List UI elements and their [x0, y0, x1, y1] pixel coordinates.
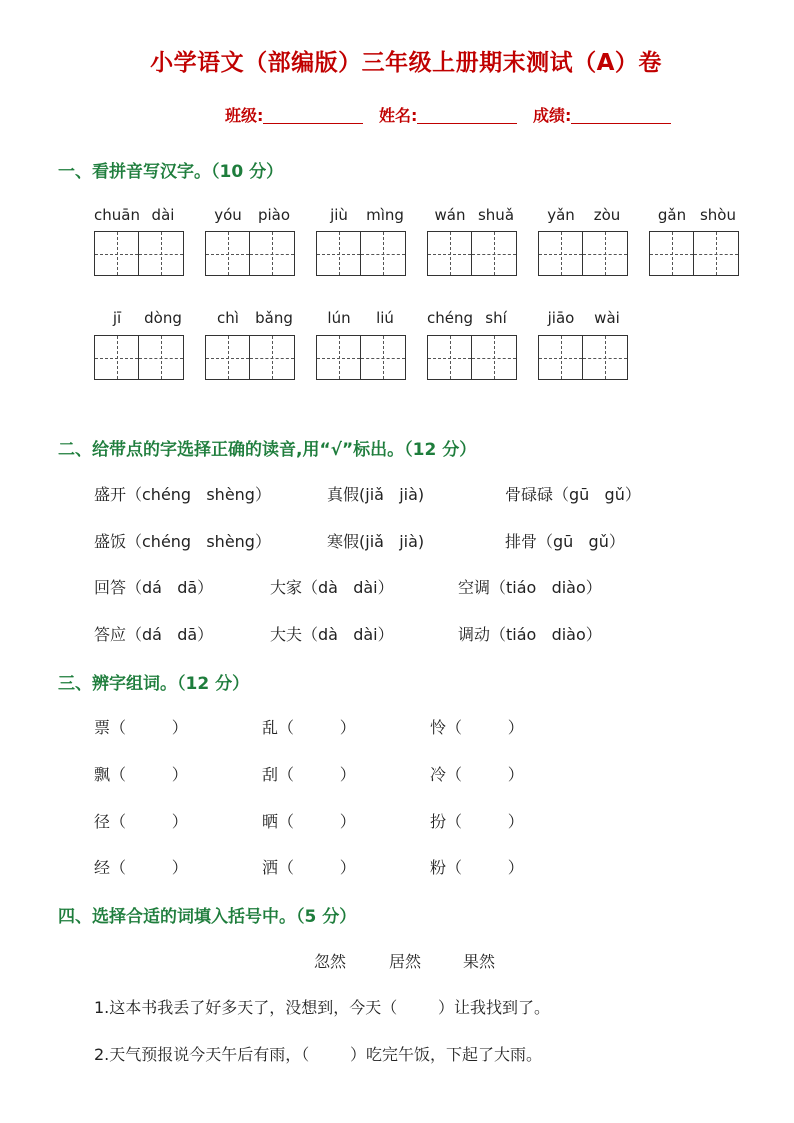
writing-boxes — [649, 231, 739, 276]
name-label: 姓名: — [378, 106, 418, 125]
writing-boxes — [94, 335, 184, 380]
pinyin-text: shí — [485, 309, 507, 327]
word-option: 忽然 — [314, 952, 347, 971]
writing-boxes — [427, 335, 517, 380]
writing-boxes — [205, 231, 295, 276]
name-field[interactable] — [379, 103, 517, 126]
pinyin-text: dòng — [144, 309, 182, 327]
writing-cell[interactable] — [694, 231, 739, 276]
writing-boxes — [316, 335, 406, 380]
pinyin-text: mìng — [366, 206, 404, 224]
class-blank[interactable] — [263, 107, 363, 124]
word-blank[interactable]: 怜（ ） — [430, 718, 524, 737]
pinyin-text: piào — [257, 206, 291, 224]
writing-cell[interactable] — [427, 231, 472, 276]
name-blank[interactable] — [417, 107, 517, 124]
word-blank[interactable]: 飘（ ） — [94, 765, 188, 784]
writing-cell[interactable] — [361, 335, 406, 380]
writing-cell[interactable] — [94, 335, 139, 380]
reading-choice[interactable]: 盛饭（chéng shèng） — [94, 532, 271, 551]
word-option: 果然 — [463, 952, 496, 971]
pinyin-text: yóu — [214, 206, 242, 224]
pinyin-text: shuǎ — [477, 206, 515, 224]
writing-cell[interactable] — [205, 335, 250, 380]
writing-cell[interactable] — [583, 335, 628, 380]
section1-heading: 一、看拼音写汉字。（10 分） — [58, 162, 284, 182]
word-blank[interactable]: 扮（ ） — [430, 812, 524, 831]
student-info — [225, 103, 681, 126]
writing-boxes — [205, 335, 295, 380]
writing-cell[interactable] — [139, 231, 184, 276]
writing-cell[interactable] — [538, 335, 583, 380]
word-option: 居然 — [389, 952, 422, 971]
writing-cell[interactable] — [316, 335, 361, 380]
score-label: 成绩: — [532, 106, 572, 125]
pinyin-text: zòu — [593, 206, 621, 224]
reading-choice[interactable]: 空调（tiáo diào） — [458, 578, 602, 597]
writing-cell[interactable] — [472, 335, 517, 380]
fill-question[interactable]: 1.这本书我丢了好多天了，没想到，今天（ ）让我找到了。 — [94, 998, 550, 1017]
writing-boxes — [538, 231, 628, 276]
reading-choice[interactable]: 大家（dà dài） — [270, 578, 394, 597]
writing-boxes — [316, 231, 406, 276]
section2-heading: 二、给带点的字选择正确的读音,用“√”标出。（12 分） — [58, 440, 477, 460]
word-blank[interactable]: 晒（ ） — [262, 812, 356, 831]
class-label: 班级: — [225, 106, 264, 125]
writing-cell[interactable] — [583, 231, 628, 276]
pinyin-text: dài — [151, 206, 175, 224]
word-blank[interactable]: 乱（ ） — [262, 718, 356, 737]
word-blank[interactable]: 粉（ ） — [430, 858, 524, 877]
word-blank[interactable]: 票（ ） — [94, 718, 188, 737]
page-title: 小学语文（部编版）三年级上册期末测试（A）卷 — [150, 50, 662, 76]
pinyin-text: chì — [217, 309, 239, 327]
writing-boxes — [94, 231, 184, 276]
fill-question[interactable]: 2.天气预报说今天午后有雨，（ ）吃完午饭，下起了大雨。 — [94, 1045, 542, 1064]
pinyin-text: chuān — [94, 206, 140, 224]
reading-choice[interactable]: 回答（dá dā） — [94, 578, 214, 597]
pinyin-text: jiāo — [547, 309, 575, 327]
section4-heading: 四、选择合适的词填入括号中。（5 分） — [58, 907, 357, 927]
writing-cell[interactable] — [361, 231, 406, 276]
writing-cell[interactable] — [139, 335, 184, 380]
writing-cell[interactable] — [205, 231, 250, 276]
pinyin-text: liú — [376, 309, 394, 327]
score-field[interactable] — [533, 103, 671, 126]
reading-choice[interactable]: 大夫（dà dài） — [270, 625, 394, 644]
pinyin-text: jiù — [330, 206, 348, 224]
writing-boxes — [538, 335, 628, 380]
reading-choice[interactable]: 骨碌碌（gū gǔ） — [505, 485, 641, 504]
word-blank[interactable]: 冷（ ） — [430, 765, 524, 784]
word-blank[interactable]: 洒（ ） — [262, 858, 356, 877]
reading-choice[interactable]: 排骨（gū gǔ） — [505, 532, 625, 551]
class-field[interactable] — [225, 103, 363, 126]
pinyin-text: gǎn — [657, 206, 687, 224]
word-blank[interactable]: 刮（ ） — [262, 765, 356, 784]
reading-choice[interactable]: 答应（dá dā） — [94, 625, 214, 644]
pinyin-text: jī — [112, 309, 122, 327]
writing-cell[interactable] — [649, 231, 694, 276]
writing-boxes — [427, 231, 517, 276]
word-blank[interactable]: 径（ ） — [94, 812, 188, 831]
score-blank[interactable] — [571, 107, 671, 124]
word-blank[interactable]: 经（ ） — [94, 858, 188, 877]
writing-cell[interactable] — [250, 231, 295, 276]
reading-choice[interactable]: 寒假(jiǎ jià) — [327, 532, 425, 551]
pinyin-text: bǎng — [255, 309, 293, 327]
section3-heading: 三、辨字组词。（12 分） — [58, 674, 250, 694]
pinyin-text: lún — [327, 309, 351, 327]
pinyin-text: wài — [594, 309, 620, 327]
writing-cell[interactable] — [316, 231, 361, 276]
pinyin-text: yǎn — [547, 206, 575, 224]
writing-cell[interactable] — [538, 231, 583, 276]
writing-cell[interactable] — [472, 231, 517, 276]
pinyin-text: shòu — [699, 206, 736, 224]
pinyin-text: chéng — [427, 309, 474, 327]
writing-cell[interactable] — [94, 231, 139, 276]
writing-cell[interactable] — [250, 335, 295, 380]
reading-choice[interactable]: 真假(jiǎ jià) — [327, 485, 425, 504]
reading-choice[interactable]: 盛开（chéng shèng） — [94, 485, 271, 504]
writing-cell[interactable] — [427, 335, 472, 380]
pinyin-text: wán — [434, 206, 466, 224]
reading-choice[interactable]: 调动（tiáo diào） — [458, 625, 602, 644]
